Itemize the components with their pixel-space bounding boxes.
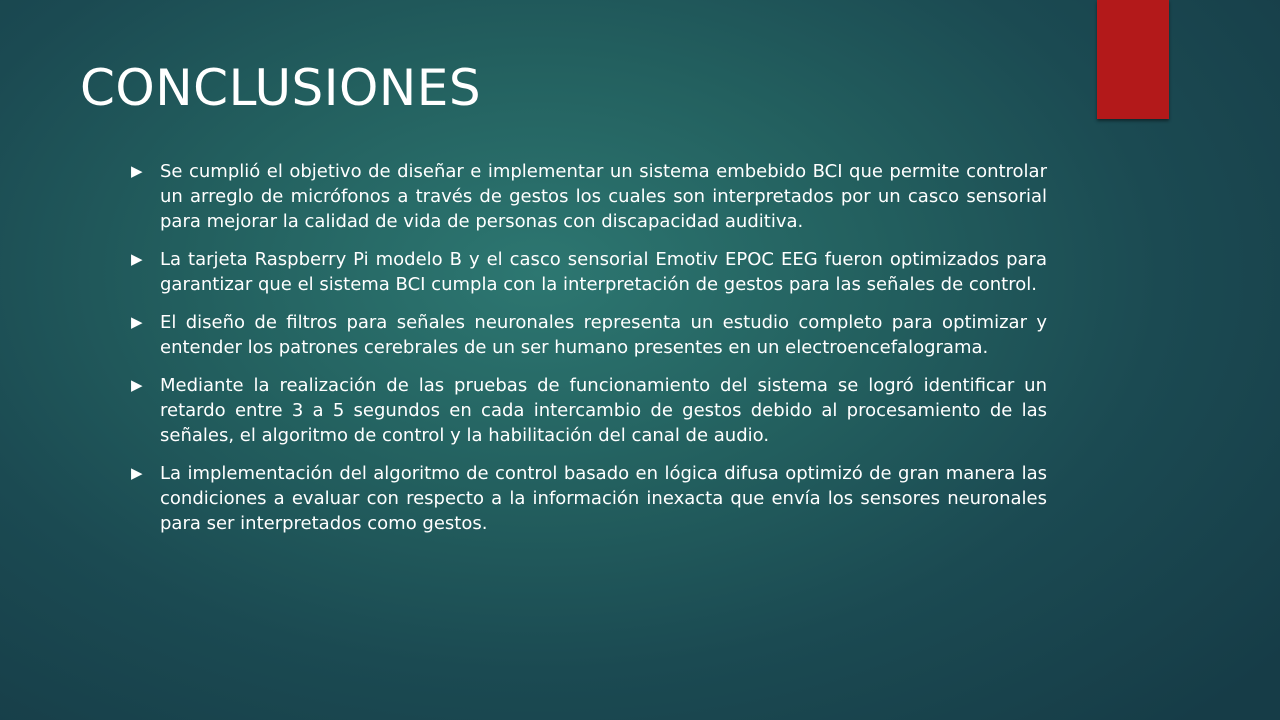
bullet-item (131, 310, 1047, 360)
bullet-text: El diseño de filtros para señales neuronales representa un estudio completo para optimizar y entender los patrones cerebrales de un ser humano presentes en un electroencefalograma. (160, 312, 1047, 358)
bullet-item (131, 159, 1047, 234)
bullet-item (131, 461, 1047, 536)
bullet-text: Se cumplió el objetivo de diseñar e implementar un sistema embebido BCI que permite controlar un arreglo de micrófonos a través de gestos los cuales son interpretados por un casco sensorial para mejorar la calidad de vida de personas con discapacidad auditiva. (160, 161, 1047, 232)
bullet-text: La implementación del algoritmo de control basado en lógica difusa optimizó de gran manera las condiciones a evaluar con respecto a la información inexacta que envía los sensores neuronales para ser interpretados como gestos. (160, 463, 1047, 534)
bullet-item (131, 247, 1047, 297)
triangle-right-icon: ▶ (131, 162, 143, 180)
bullet-list (131, 159, 1047, 549)
accent-bar (1097, 0, 1169, 119)
triangle-right-icon: ▶ (131, 464, 143, 482)
bullet-text: La tarjeta Raspberry Pi modelo B y el casco sensorial Emotiv EPOC EEG fueron optimizados para garantizar que el sistema BCI cumpla con la interpretación de gestos para las señales de control. (160, 249, 1047, 295)
bullet-text: Mediante la realización de las pruebas de funcionamiento del sistema se logró identificar un retardo entre 3 a 5 segundos en cada intercambio de gestos debido al procesamiento de las señales, el algoritmo de control y la habilitación del canal de audio. (160, 375, 1047, 446)
triangle-right-icon: ▶ (131, 376, 143, 394)
triangle-right-icon: ▶ (131, 313, 143, 331)
bullet-item (131, 373, 1047, 448)
triangle-right-icon: ▶ (131, 250, 143, 268)
slide-title: CONCLUSIONES (80, 59, 482, 117)
